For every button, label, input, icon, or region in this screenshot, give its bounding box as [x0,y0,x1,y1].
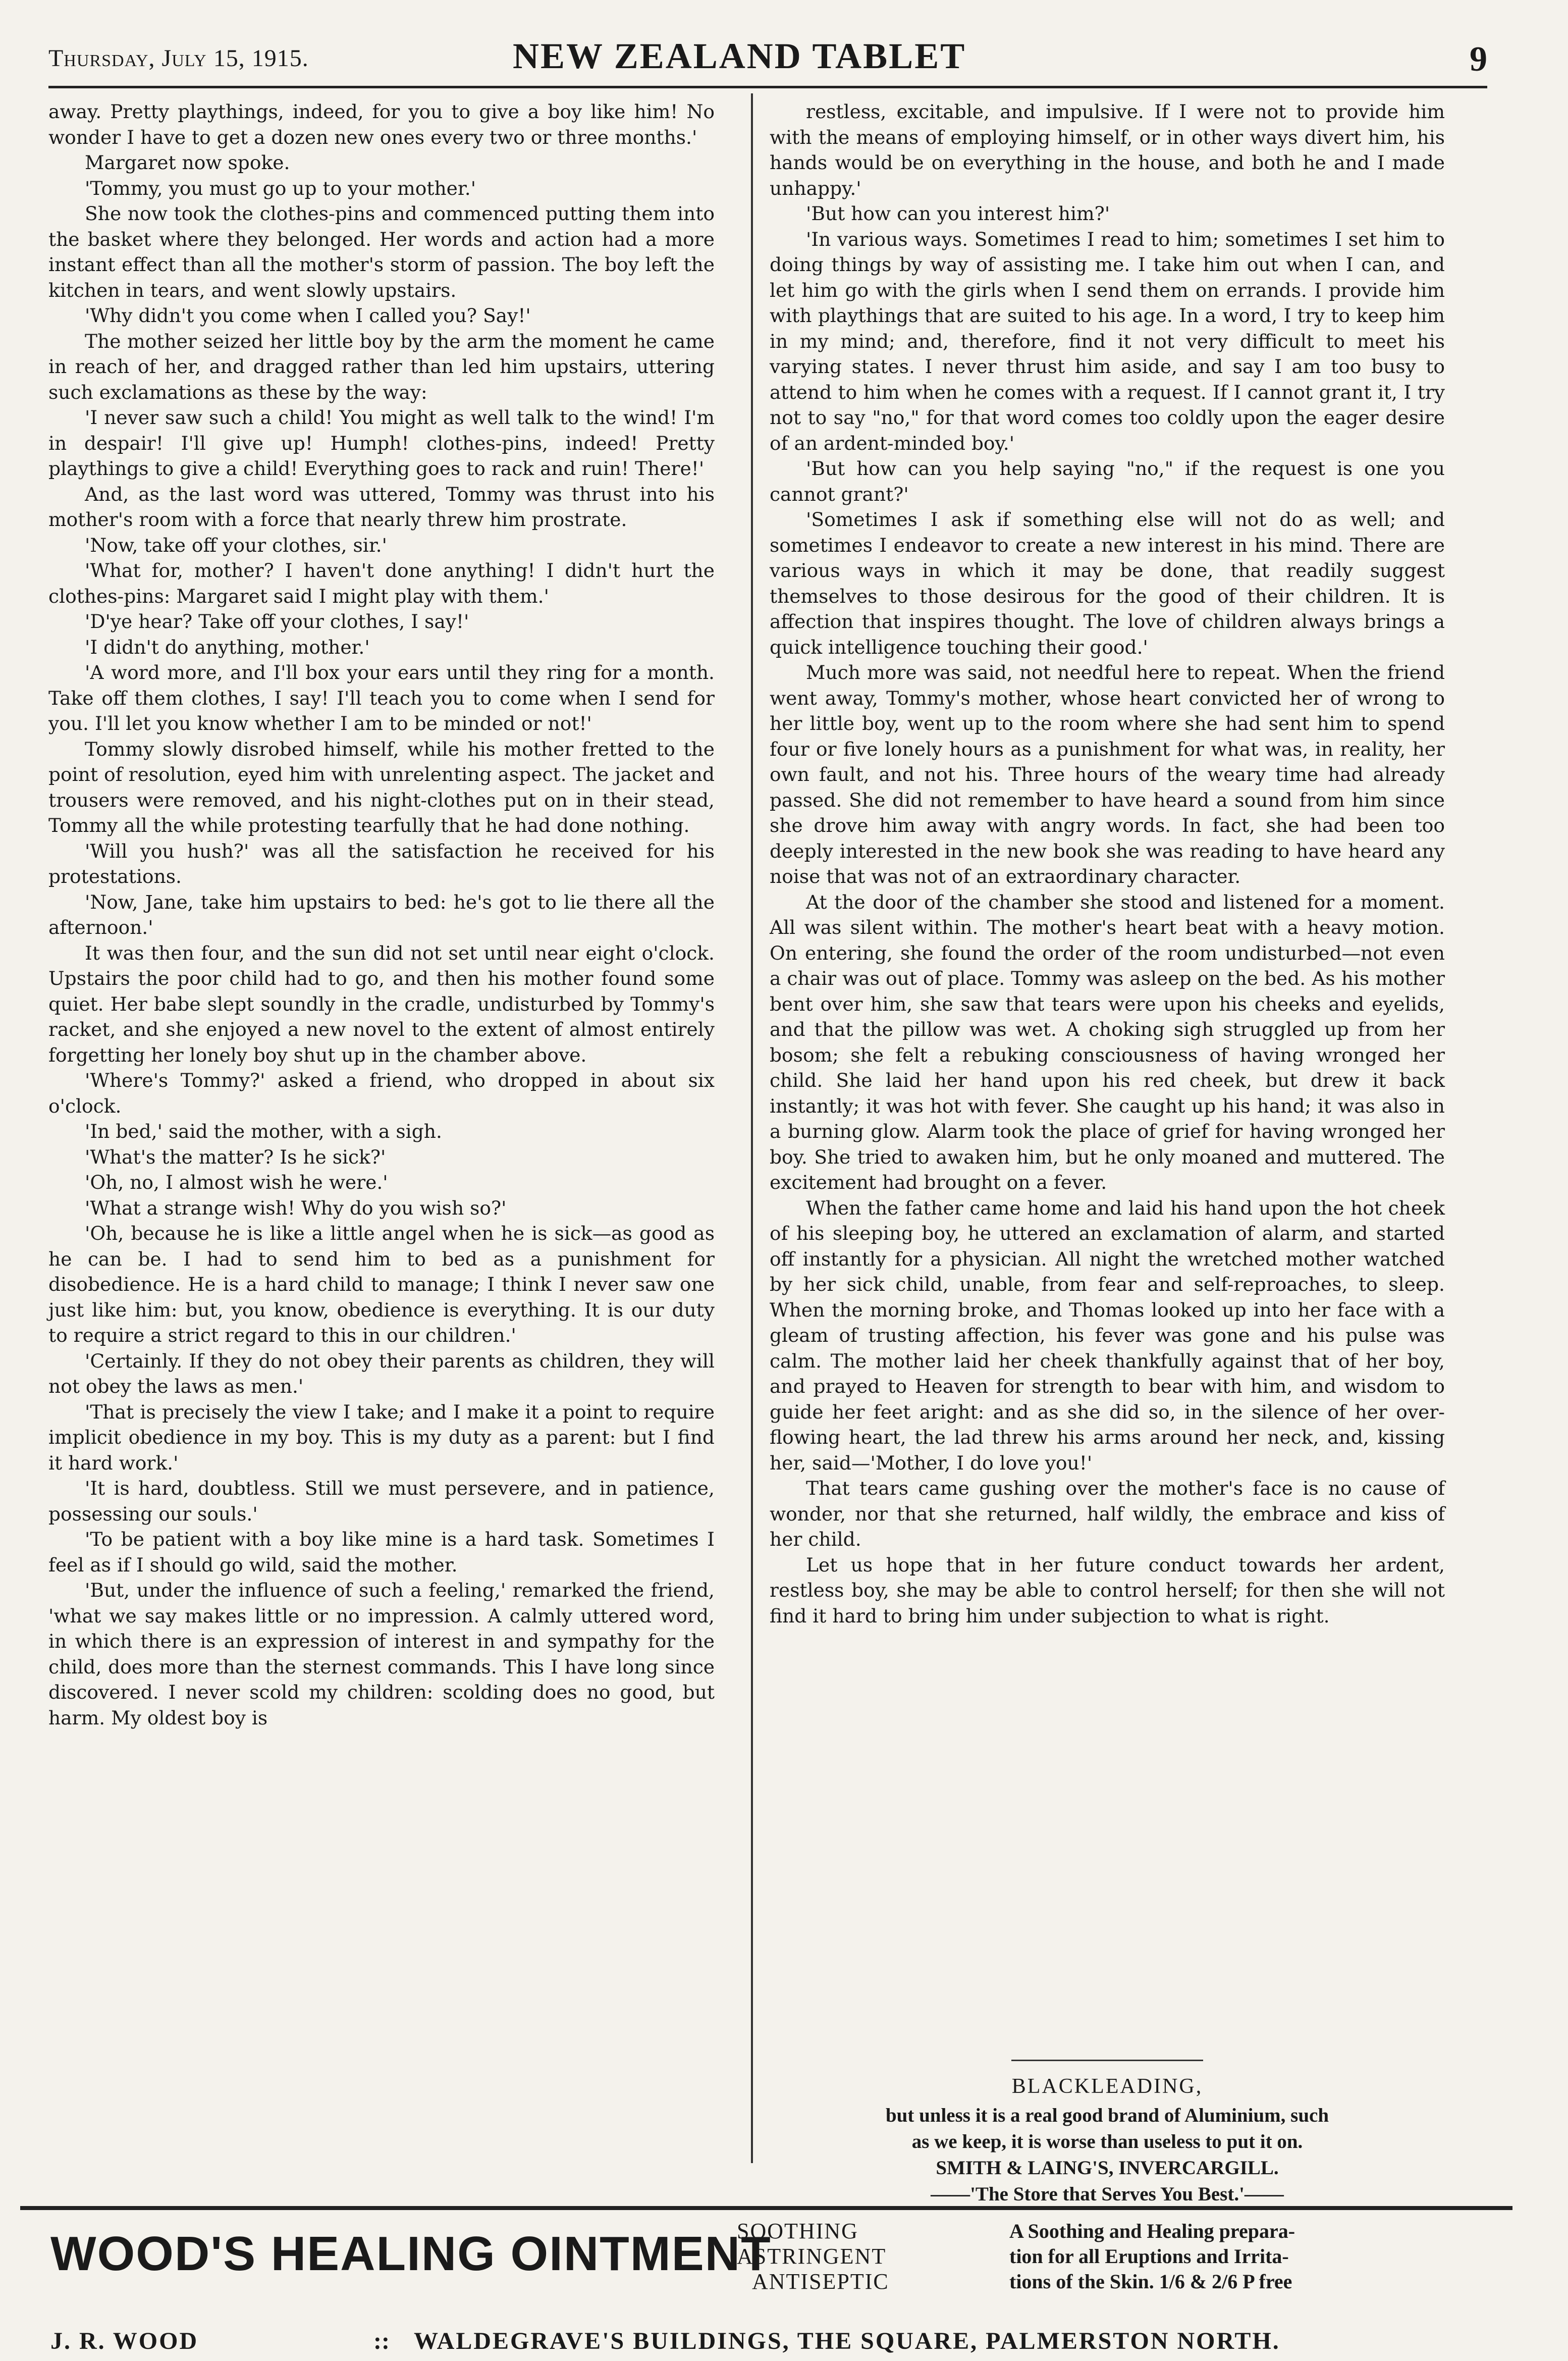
issue-date: Thursday, July 15, 1915. [48,45,309,72]
paragraph: 'That is precisely the view I take; and I make it a point to require implicit obedience in my boy. This is my duty as a parent: but I find it hard work.' [48,1400,715,1474]
separator: :: [373,2328,390,2354]
paragraph: 'But how can you help saying "no," if the request is one you cannot grant?' [770,457,1445,505]
description-line: tion for all Eruptions and Irrita- [1009,2245,1289,2268]
paragraph: 'Oh, no, I almost wish he were.' [85,1171,388,1193]
notice-line: but unless it is a real good brand of Aluminium, such [885,2105,1329,2126]
paragraph: That tears came gushing over the mother's face is no cause of wonder, nor that she returned, half wildly, the embrace and kiss of her child. [770,1477,1445,1550]
notice-rule [1011,2060,1203,2061]
notice-heading: BLACKLEADING, [1011,2075,1203,2098]
paragraph: 'Why didn't you come when I called you? Say!' [85,304,531,327]
column-divider [751,93,753,2163]
description-line: tions of the Skin. 1/6 & 2/6 P free [1009,2270,1292,2293]
blackleading-notice [770,2060,1445,2208]
advertisement-description [1009,2219,1464,2294]
quality-item: ANTISEPTIC [752,2269,889,2294]
paragraph: She now took the clothes-pins and commenced putting them into the basket where they belonged. Her words and action had a more instant effect than all the mother's storm of passion. The boy left the kitchen in tears, and went slowly upstairs. [48,202,715,301]
paragraph: At the door of the chamber she stood and listened for a moment. All was silent within. The mother's heart beat with a heavy motion. On entering, she found the order of the room undisturbed—not even a chair was out of place. Tommy was asleep on the bed. As his mother bent over him, she saw that tears were upon his cheeks and eyelids, and that the pillow was wet. A choking sigh struggled up from her bosom; she felt a rebuking consciousness of having wronged her child. She laid her hand upon his red cheek, but drew it back instantly; it was hot with fever. She caught up his hand; it was also in a burning glow. Alarm took the place of grief for having wronged her boy. She tried to awaken him, but he only moaned and muttered. The excitement had brought on a fever. [770,890,1445,1193]
right-column [770,99,1445,1629]
left-column [48,99,715,1730]
proprietor-address: WALDEGRAVE'S BUILDINGS, THE SQUARE, PALMERSTON NORTH. [414,2328,1280,2354]
paragraph: The mother seized her little boy by the arm the moment he came in reach of her, and dragged rather than led him upstairs, uttering such exclamations as these by the way: [48,330,715,403]
paragraph: 'Sometimes I ask if something else will not do as well; and sometimes I endeavor to create a new interest in his mind. There are various ways in which it may be done, that readily suggest themselves to those desirous for the good of their children. It is affection that inspires thought. The love of children always brings a quick intelligence touching their good.' [770,508,1445,658]
paragraph: away. Pretty playthings, indeed, for you to give a boy like him! No wonder I have to get a dozen new ones every two or three months.' [48,100,715,148]
paragraph: 'Now, take off your clothes, sir.' [85,534,387,556]
paragraph: 'Certainly. If they do not obey their parents as children, they will not obey the laws as men.' [48,1349,715,1397]
paragraph: 'What for, mother? I haven't done anything! I didn't hurt the clothes-pins: Margaret said I might play with them.' [48,559,715,607]
paragraph: It was then four, and the sun did not set until near eight o'clock. Upstairs the poor child had to go, and then his mother found some quiet. Her babe slept soundly in the cradle, undisturbed by Tommy's racket, and she enjoyed a new novel to the extent of almost entirely forgetting her lonely boy shut up in the chamber above. [48,941,715,1066]
paragraph: 'To be patient with a boy like mine is a hard task. Sometimes I feel as if I should go wild, said the mother. [48,1528,715,1576]
paragraph: 'A word more, and I'll box your ears until they ring for a month. Take off them clothes, I say! I'll teach you to come when I send for you. I'll let you know whether I am to be minded or not!' [48,661,715,734]
page-number: 9 [1470,40,1487,79]
notice-line: as we keep, it is worse than useless to put it on. [911,2131,1303,2153]
paragraph: Much more was said, not needful here to repeat. When the friend went away, Tommy's mother, whose heart convicted her of wrong to her little boy, went up to the room where she had sent him to spend four or five lonely hours as a punishment for what was, in reality, her own fault, and not his. Three hours of the weary time had already passed. She did not remember to have heard a sound from him since she drove him away with angry words. In fact, she had been too deeply interested in the new book she was reading to have heard any noise that was not of an extraordinary character. [770,661,1445,887]
paragraph: 'I didn't do anything, mother.' [85,636,370,658]
paragraph: 'In various ways. Sometimes I read to him; sometimes I set him to doing things by way of assisting me. I take him out when I can, and let him go with the girls when I send them on errands. I provide him with playthings that are suited to his age. In a word, I try to keep him in my mind; and, therefore, find it not very difficult to meet his varying states. I never thrust him aside, and say I am too busy to attend to him when he comes with a request. If I cannot grant it, I try not to say "no," for that word comes too coldly upon the eager desire of an ardent-minded boy.' [770,228,1445,454]
paragraph: 'But, under the influence of such a feeling,' remarked the friend, 'what we say makes little or no impression. A calmly uttered word, in which there is an expression of interest in and sympathy for the child, does more than the sternest commands. This I have long since discovered. I never scold my children: scolding does no good, but harm. My oldest boy is [48,1579,715,1729]
paragraph: 'Will you hush?' was all the satisfaction he received for his protestations. [48,840,715,887]
paragraph: 'But how can you interest him?' [806,202,1110,225]
masthead-title: NEW ZEALAND TABLET [513,36,966,76]
paragraph: 'Now, Jane, take him upstairs to bed: he's got to lie there all the afternoon.' [48,890,715,938]
notice-line: ——'The Store that Serves You Best.'—— [931,2183,1284,2205]
paragraph: Tommy slowly disrobed himself, while his mother fretted to the point of resolution, eyed him with unrelenting aspect. The jacket and trousers were removed, and his night-clothes put on in their stead, Tommy all the while protesting tearfully that he had done nothing. [48,738,715,836]
advertisement-qualities [737,2219,889,2294]
notice-line: SMITH & LAING'S, INVERCARGILL. [936,2157,1279,2179]
paragraph: 'What's the matter? Is he sick?' [85,1145,386,1168]
paragraph: And, as the last word was uttered, Tommy was thrust into his mother's room with a force that nearly threw him prostrate. [48,483,715,531]
paragraph: When the father came home and laid his hand upon the hot cheek of his sleeping boy, he uttered an exclamation of alarm, and started off instantly for a physician. All night the wretched mother watched by her sick child, unable, from fear and self-reproaches, to sleep. When the morning broke, and Thomas looked up into her face with a gleam of trusting affection, his fever was gone and his pulse was calm. The mother laid her cheek thankfully against that of her boy, and prayed to Heaven for strength to bear with him, and wisdom to guide her feet aright: and as she did so, in the silence of her over-flowing heart, the lad threw his arms around her neck, and, kissing her, said—'Mother, I do love you!' [770,1196,1445,1474]
proprietor-name: J. R. WOOD [50,2328,199,2354]
paragraph: 'Oh, because he is like a little angel when he is sick—as good as he can be. I had to send him to bed as a punishment for disobedience. He is a hard child to manage; I think I never saw one just like him: but, you know, obedience is everything. It is our duty to require a strict regard to this in our children.' [48,1222,715,1346]
header-rule [48,86,1487,88]
quality-item: SOOTHING [737,2219,858,2243]
paragraph: 'It is hard, doubtless. Still we must persevere, and in patience, possessing our souls.' [48,1477,715,1525]
paragraph: 'I never saw such a child! You might as well talk to the wind! I'm in despair! I'll give up! Humph! clothes-pins, indeed! Pretty playthings to give a child! Everything goes to rack and ruin! There!' [48,406,715,480]
advertisement-title: WOOD'S HEALING OINTMENT [50,2227,772,2281]
page-header [48,35,1487,81]
paragraph: 'Tommy, you must go up to your mother.' [85,177,476,199]
quality-item: ASTRINGENT [737,2244,887,2269]
advertisement-footer [50,2327,1512,2357]
advertisement-rule [20,2209,1512,2210]
paragraph: 'What a strange wish! Why do you wish so?' [85,1196,507,1219]
paragraph: 'D'ye hear? Take off your clothes, I say!' [85,610,469,633]
paragraph: Let us hope that in her future conduct towards her ardent, restless boy, she may be able to control herself; for then she will not find it hard to bring him under subjection to what is right. [770,1553,1445,1627]
paragraph: Margaret now spoke. [85,151,290,174]
paragraph: 'In bed,' said the mother, with a sigh. [85,1120,442,1142]
paragraph: 'Where's Tommy?' asked a friend, who dropped in about six o'clock. [48,1069,715,1117]
description-line: A Soothing and Healing prepara- [1009,2220,1295,2242]
paragraph: restless, excitable, and impulsive. If I were not to provide him with the means of employing himself, or in other ways divert him, his hands would be on everything in the house, and both he and I made unhappy.' [770,100,1445,199]
